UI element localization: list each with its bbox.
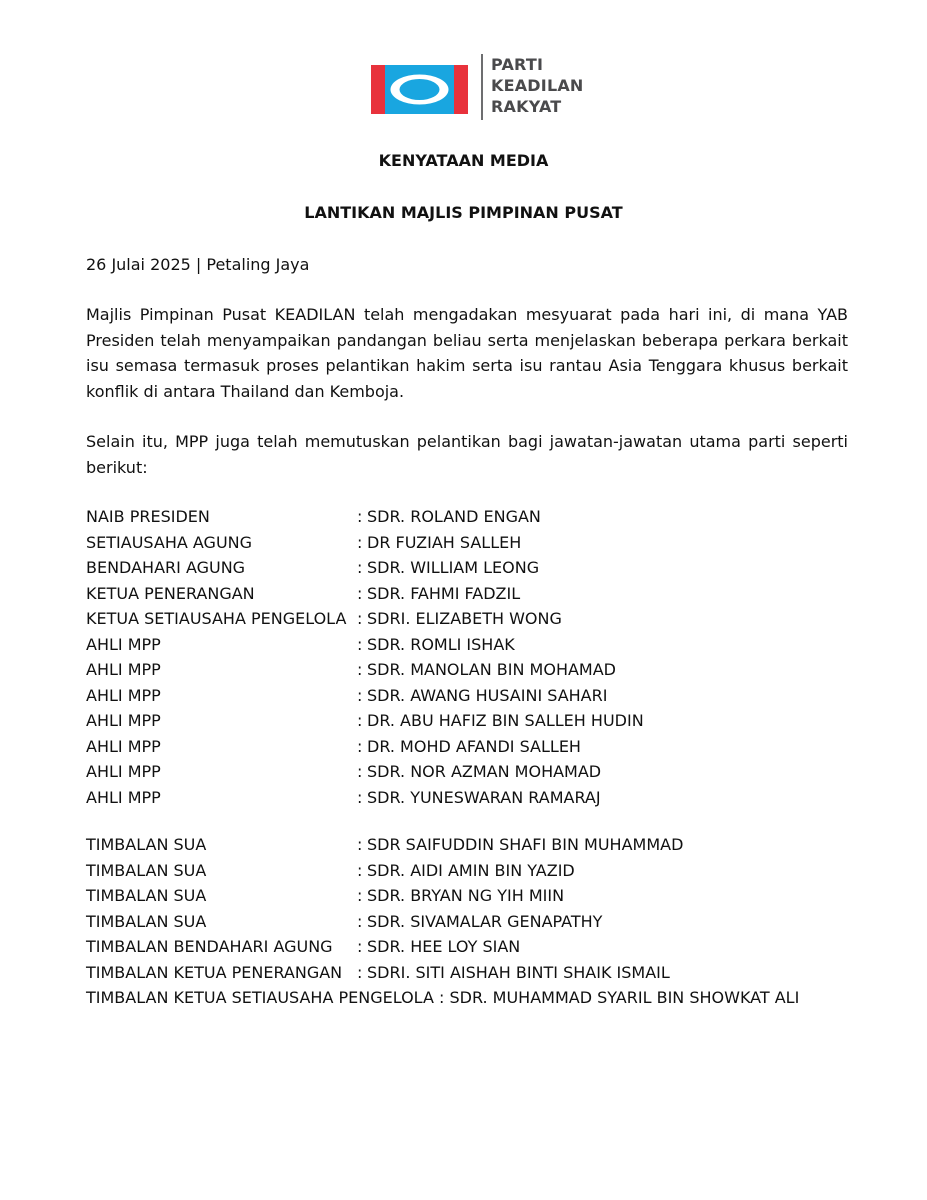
appointment-separator: : bbox=[357, 532, 363, 552]
appointment-separator: : bbox=[357, 583, 363, 603]
appointment-row bbox=[86, 934, 799, 960]
appointment-name: SDR. ROMLI ISHAK bbox=[367, 634, 515, 654]
appointment-position: KETUA SETIAUSAHA PENGELOLA bbox=[86, 609, 347, 628]
appointment-position: TIMBALAN BENDAHARI AGUNG bbox=[86, 937, 333, 956]
appointment-name: SDR. FAHMI FADZIL bbox=[367, 583, 521, 603]
appointment-name: SDR. AIDI AMIN BIN YAZID bbox=[367, 860, 575, 880]
appointment-separator: : bbox=[357, 609, 363, 628]
appointment-name: SDRI. SITI AISHAH BINTI SHAIK ISMAIL bbox=[367, 962, 670, 982]
appointment-position: AHLI MPP bbox=[86, 711, 161, 730]
appointment-position: TIMBALAN SUA bbox=[86, 835, 207, 854]
appointment-separator: : bbox=[357, 962, 363, 982]
deputies-list bbox=[86, 832, 799, 1011]
logo-line-keadilan: KEADILAN bbox=[491, 76, 584, 95]
appointment-separator: : bbox=[438, 988, 450, 1007]
appointment-separator: : bbox=[357, 736, 363, 756]
appointment-separator: : bbox=[357, 685, 363, 705]
party-logo bbox=[371, 54, 611, 120]
appointment-separator: : bbox=[357, 911, 363, 931]
document-subheading: LANTIKAN MAJLIS PIMPINAN PUSAT bbox=[304, 203, 623, 222]
appointment-name: SDR. HEE LOY SIAN bbox=[367, 937, 521, 956]
appointment-position: NAIB PRESIDEN bbox=[86, 507, 210, 526]
appointment-position: TIMBALAN KETUA SETIAUSAHA PENGELOLA bbox=[86, 988, 439, 1007]
appointment-separator: : bbox=[357, 835, 363, 854]
appointment-name: DR. MOHD AFANDI SALLEH bbox=[367, 736, 581, 756]
appointment-name: SDR. WILLIAM LEONG bbox=[367, 558, 540, 577]
appointment-separator: : bbox=[357, 507, 363, 526]
appointment-separator: : bbox=[357, 711, 363, 730]
appointment-name: SDR. ROLAND ENGAN bbox=[367, 507, 541, 526]
appointment-row bbox=[86, 858, 799, 884]
appointment-position: AHLI MPP bbox=[86, 736, 161, 756]
appointment-separator: : bbox=[357, 634, 363, 654]
appointment-separator: : bbox=[357, 558, 363, 577]
appointment-name: SDRI. ELIZABETH WONG bbox=[367, 609, 562, 628]
appointment-row bbox=[86, 883, 799, 909]
appointment-separator: : bbox=[357, 937, 363, 956]
appointment-position: TIMBALAN KETUA PENERANGAN bbox=[86, 962, 343, 982]
pkr-flag-icon bbox=[371, 65, 468, 114]
logo-divider bbox=[481, 54, 483, 120]
appointment-name: SDR. BRYAN NG YIH MIIN bbox=[367, 886, 565, 905]
appointment-position: KETUA PENERANGAN bbox=[86, 583, 255, 603]
logo-line-parti: PARTI bbox=[491, 55, 544, 74]
logo-wordmark bbox=[491, 54, 584, 117]
appointment-name: SDR. NOR AZMAN MOHAMAD bbox=[367, 762, 602, 781]
document-heading: KENYATAAN MEDIA bbox=[378, 151, 549, 170]
appointment-position: TIMBALAN SUA bbox=[86, 860, 207, 880]
appointment-separator: : bbox=[357, 787, 363, 807]
appointment-name: SDR. MANOLAN BIN MOHAMAD bbox=[367, 660, 616, 679]
appointment-name: SDR. AWANG HUSAINI SAHARI bbox=[367, 685, 608, 705]
appointment-position: AHLI MPP bbox=[86, 685, 161, 705]
appointment-row bbox=[86, 832, 799, 858]
appointment-position: AHLI MPP bbox=[86, 762, 161, 781]
appointment-position: BENDAHARI AGUNG bbox=[86, 558, 246, 577]
appointment-name: DR FUZIAH SALLEH bbox=[367, 532, 522, 552]
date-place: 26 Julai 2025 | Petaling Jaya bbox=[86, 255, 310, 274]
appointment-separator: : bbox=[357, 762, 363, 781]
logo-line-rakyat: RAKYAT bbox=[491, 97, 562, 116]
appointment-position: TIMBALAN SUA bbox=[86, 911, 207, 931]
appointment-separator: : bbox=[357, 860, 363, 880]
appointment-position: AHLI MPP bbox=[86, 634, 161, 654]
appointment-row bbox=[86, 985, 799, 1011]
paragraph-meeting: Majlis Pimpinan Pusat KEADILAN telah mengadakan mesyuarat pada hari ini, di mana YAB Presiden telah menyampaikan pandangan beliau serta menjelaskan beberapa perkara berkait isu semasa termasuk proses pelantikan hakim serta isu rantau Asia Tenggara khusus berkait konflik di antara Thailand dan Kemboja. bbox=[86, 305, 848, 401]
appointment-position: SETIAUSAHA AGUNG bbox=[86, 532, 253, 552]
appointment-name: SDR. MUHAMMAD SYARIL BIN SHOWKAT ALI bbox=[449, 988, 800, 1007]
appointment-position: AHLI MPP bbox=[86, 787, 161, 807]
appointment-separator: : bbox=[357, 660, 363, 679]
appointment-separator: : bbox=[357, 886, 363, 905]
appointment-row bbox=[86, 909, 799, 935]
appointment-name: SDR SAIFUDDIN SHAFI BIN MUHAMMAD bbox=[367, 835, 684, 854]
appointment-name: SDR. YUNESWARAN RAMARAJ bbox=[367, 787, 601, 807]
appointment-name: DR. ABU HAFIZ BIN SALLEH HUDIN bbox=[367, 711, 644, 730]
paragraph-appointments: Selain itu, MPP juga telah memutuskan pelantikan bagi jawatan-jawatan utama parti seperti berikut: bbox=[86, 432, 848, 477]
appointment-name: SDR. SIVAMALAR GENAPATHY bbox=[367, 911, 603, 931]
appointment-position: TIMBALAN SUA bbox=[86, 886, 207, 905]
appointment-row bbox=[86, 960, 799, 986]
flag-eye-inner bbox=[400, 79, 440, 100]
appointment-position: AHLI MPP bbox=[86, 660, 161, 679]
